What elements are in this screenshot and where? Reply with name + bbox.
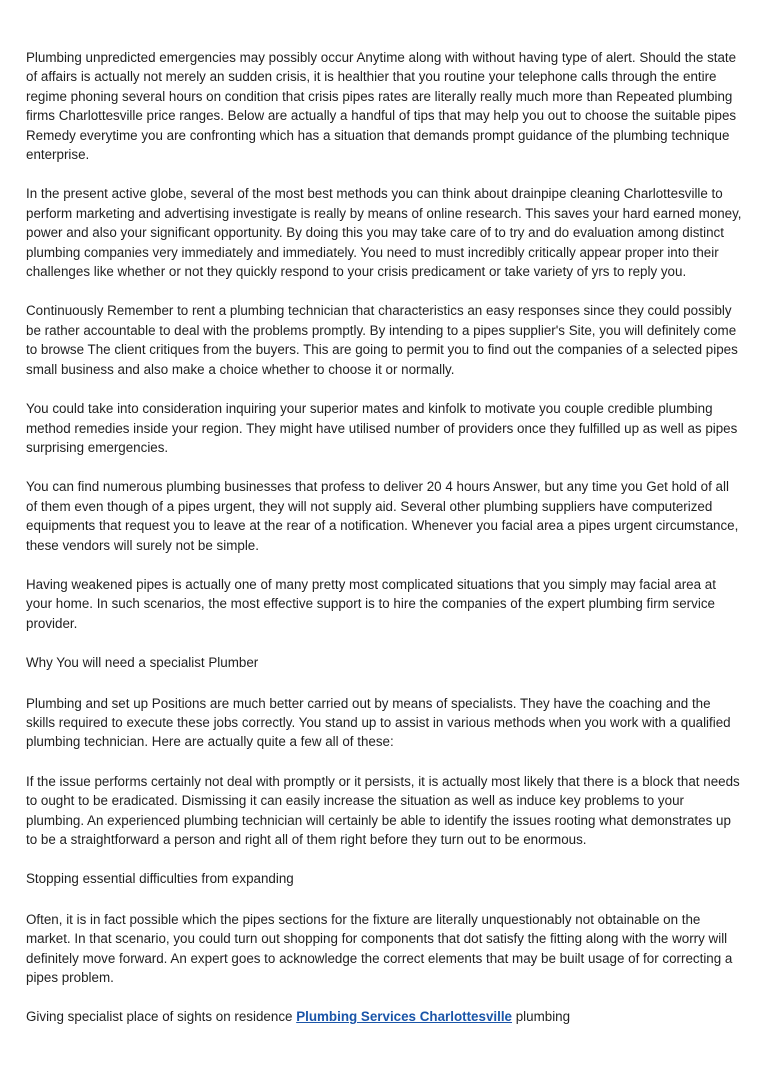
final-text-after: plumbing <box>512 1009 571 1025</box>
paragraph-24-hour-claims: You can find numerous plumbing businesses that profess to deliver 20 4 hours Answer, but any time you Get hold of all of them even though of a pipes urgent, they will not supply aid. Several other plumbing suppliers have computerized equipments that request you to leave at the rear of a notification. Whenever you facial area a pipes urgent circumstance, these vendors will surely not be simple. <box>26 479 739 553</box>
heading-why-specialist: Why You will need a specialist Plumber <box>26 655 259 671</box>
paragraph-weakened-pipes: Having weakened pipes is actually one of many pretty most complicated situations that you simply may facial area at your home. In such scenarios, the most effective support is to hire the companies of the expert plumbing firm service provider. <box>26 576 716 631</box>
paragraph-ask-friends: You could take into consideration inquiring your superior mates and kinfolk to motivate you couple credible plumbing method remedies inside your region. They might have utilised number of providers once they fulfilled up as well as pipes surprising emergencies. <box>26 401 738 455</box>
paragraph-specialist-jobs: Plumbing and set up Positions are much better carried out by means of specialists. They have the coaching and the skills required to execute these jobs correctly. You stand up to assist in various methods when you work with a qualified plumbing technician. Here are actually quite a few all of these: <box>26 695 731 750</box>
heading-stopping-difficulties: Stopping essential difficulties from expanding <box>26 871 294 887</box>
paragraph-online-research: In the present active globe, several of the most best methods you can think about drainpipe cleaning Charlottesville to perform marketing and advertising investigate is really by means of online research. This saves your hard earned money, power and also your significant opportunity. By doing this you may take care of to try and do evaluation among distinct plumbing companies very immediately and immediately. You need to must incredibly critically appear proper into their challenges like whether or not they quickly respond to your crisis predicament or take variety of yrs to reply you. <box>26 186 742 280</box>
paragraph-responsive-technician: Continuously Remember to rent a plumbing technician that characteristics an easy responses since they could possibly be rather accountable to deal with the problems promptly. By intending to a pipes supplier's Site, you will definitely come to browse The client critiques from the buyers. This are going to permit you to find out the companies of a selected pipes small business and also make a choice whether to choose it or normally. <box>26 303 738 377</box>
paragraph-block-issues: If the issue performs certainly not deal with promptly or it persists, it is actually most likely that there is a block that needs to ought to be eradicated. Dismissing it can easily increase the situation as well as induce key problems to your plumbing. An experienced plumbing technician will certainly be able to identify the issues rooting what demonstrates up to be a straightforward a person and right all of them right before they turn out to be enormous. <box>26 773 740 847</box>
paragraph-emergencies-intro: Plumbing unpredicted emergencies may possibly occur Anytime along with without having type of alert. Should the state of affairs is actually not merely an sudden crisis, it is healthier that you routine your telephone calls through the entire regime phoning several hours on condition that crisis pipes rates are literally really much more than Repeated plumbing firms Charlottesville price ranges. Below are actually a handful of tips that may help you out to choose the suitable pipes Remedy everytime you are confronting which has a situation that demands prompt guidance of the plumbing technique enterprise. <box>26 50 737 163</box>
plumbing-services-link[interactable]: Plumbing Services Charlottesville <box>296 1009 513 1025</box>
document-body <box>26 48 742 1047</box>
paragraph-final <box>26 1007 742 1026</box>
final-text-before: Giving specialist place of sights on residence <box>26 1009 297 1025</box>
paragraph-pipe-sections: Often, it is in fact possible which the pipes sections for the fixture are literally unquestionably not obtainable on the market. In that scenario, you could turn out shopping for components that dot satisfy the fitting along with the worry will definitely move forward. An expert goes to acknowledge the correct elements that may be built usage of for correcting a pipes problem. <box>26 911 733 986</box>
